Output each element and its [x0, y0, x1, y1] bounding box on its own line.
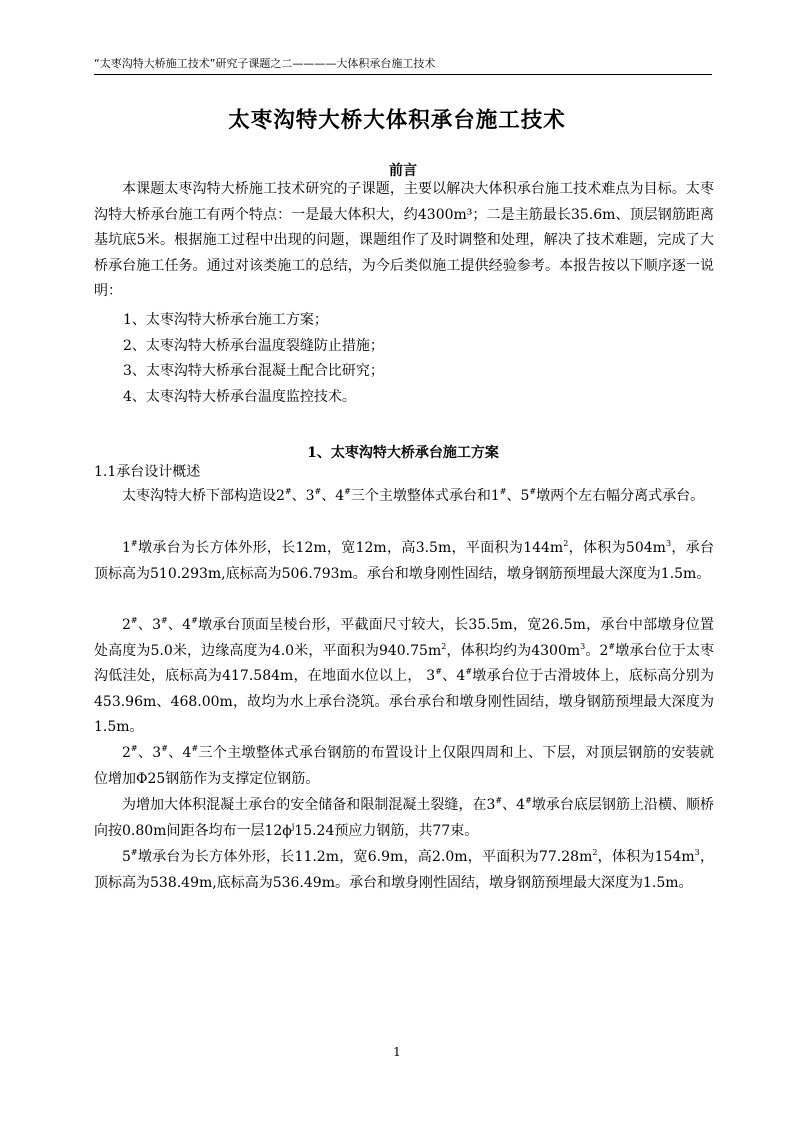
paragraph-4: 2#、3#、4#三个主墩整体式承台钢筋的布置设计上仅限四周和上、下层，对顶层钢筋的安装就位增加Φ25钢筋作为支撑定位钢筋。 — [94, 744, 714, 787]
list-item: 2、太枣沟特大桥承台温度裂缝防止措施； — [123, 338, 384, 354]
running-header: “太枣沟特大桥施工技术”研究子课题之二————大体积承台施工技术 — [94, 56, 712, 75]
preface-heading: 前言 — [389, 163, 417, 179]
paragraph-5: 为增加大体积混凝土承台的安全储备和限制混凝土裂缝，在3#、4#墩承台底层钢筋上沿横、顺桥向按0.80m间距各均布一层$12\phi^j15.24$预应力钢筋，共77束。 — [94, 796, 715, 839]
paragraph-1: 太枣沟特大桥下部构造设2#、3#、4#三个主墩整体式承台和1#、5#墩两个左右幅分离式承台。 — [122, 487, 705, 504]
list-item: 3、太枣沟特大桥承台混凝土配合比研究； — [123, 363, 384, 379]
list-item: 4、太枣沟特大桥承台温度监控技术。 — [123, 389, 356, 405]
paragraph-3: 2#、3#、4#墩承台顶面呈棱台形，平截面尺寸较大，长35.5m，宽26.5m，承台中部墩身位置处高度为5.0米，边缘高度为4.0米，平面积为$940.75m^2$，体积均约为$4300m^3$。2#墩承台位于太枣沟低洼处，底标高为417.584m，在地面水位以上， 3#、4#墩承台位于古滑坡体上，底标高分别为453.96m、468.00m，故均为水上承台浇筑。承台承台和墩身刚性固结，墩身钢筋预埋最大深度为1.5m。 — [94, 616, 715, 735]
paragraph-6: 5#墩承台为长方体外形，长11.2m，宽6.9m，高2.0m，平面积为$77.28m^2$，体积为$154m^3$，顶标高为538.49m,底标高为536.49m。承台和墩身刚性固结，墩身钢筋预埋最大深度为1.5m。 — [94, 848, 714, 891]
list-item: 1、太枣沟特大桥承台施工方案； — [123, 312, 328, 328]
subsection-heading: 1.1承台设计概述 — [94, 464, 201, 480]
section-heading: 1、太枣沟特大桥承台施工方案 — [307, 445, 499, 461]
document-title: 太枣沟特大桥大体积承台施工技术 — [228, 108, 566, 133]
paragraph-2: 1#墩承台为长方体外形，长12m，宽12m，高3.5m，平面积为$144m^2$，体积为$504m^3$，承台顶标高为510.293m,底标高为506.793m。承台和墩身刚性固结，墩身钢筋预埋最大深度为1.5m。 — [94, 539, 715, 582]
preface-paragraph: 本课题太枣沟特大桥施工技术研究的子课题，主要以解决大体积承台施工技术难点为目标。太枣沟特大桥承台施工有两个特点：一是最大体积大，约4300m³；二是主筋最长35.6m、顶层钢筋距离基坑底5米。根据施工过程中出现的问题，课题组作了及时调整和处理，解决了技术难题，完成了大桥承台施工任务。通过对该类施工的总结，为今后类似施工提供经验参考。本报告按以下顺序逐一说明： — [94, 181, 714, 299]
page-number: 1 — [393, 1045, 401, 1059]
